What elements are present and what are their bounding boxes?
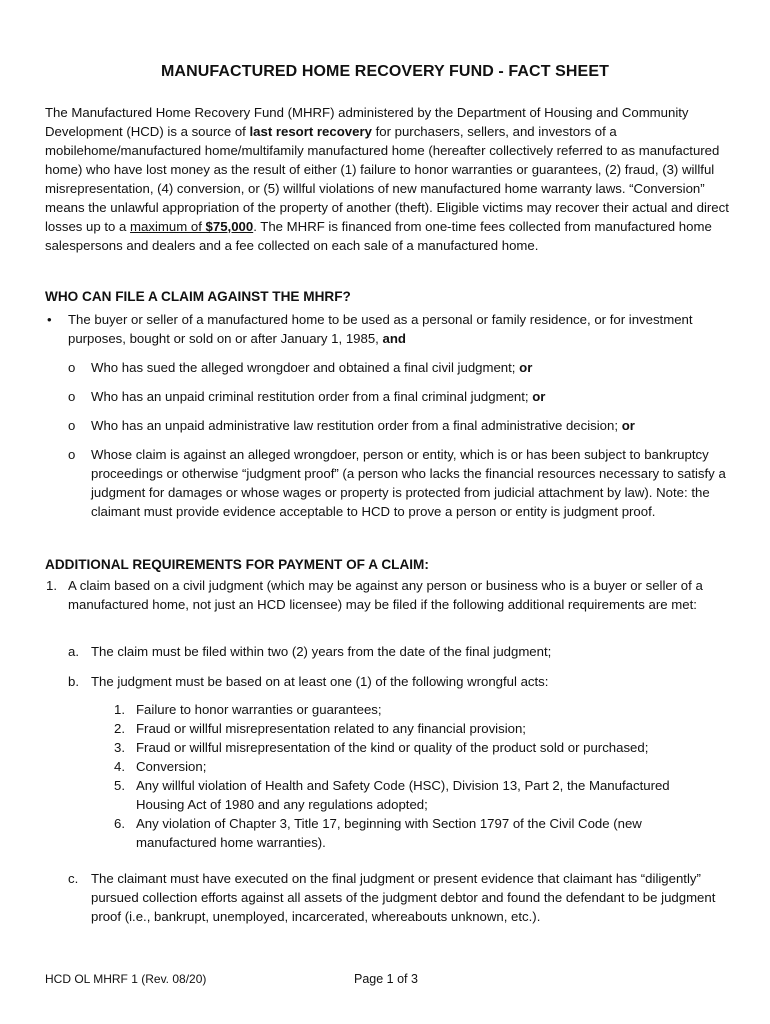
section-heading-additional-requirements: ADDITIONAL REQUIREMENTS FOR PAYMENT OF A CLAIM: [45,557,429,572]
sub-item-1-text: Who has sued the alleged wrongdoer and obtained a final civil judgment; [91,360,520,375]
bullet-text: The buyer or seller of a manufactured home to be used as a personal or family residence, or for investment purposes, bought or sold on or after January 1, 1985, [68,312,693,346]
act-3-text: Fraud or willful misrepresentation of the kind or quality of the product sold or purchased; [136,740,649,755]
sub-item-1-conj: or [519,360,533,375]
act-5-num: 5. [114,778,125,793]
sub-marker-2: o [68,389,76,404]
sub-marker-3: o [68,418,76,433]
intro-bold-last-resort: last resort recovery [249,124,372,139]
footer-form-id: HCD OL MHRF 1 (Rev. 08/20) [45,972,207,986]
sub-marker-1: o [68,360,76,375]
act-1-text: Failure to honor warranties or guarantees; [136,702,382,717]
intro-text-2: for purchasers, sellers, and investors of a mobilehome/manufactured home/multifamily manufactured home (hereafter collectively referred to as manufactured home) who have lost money as the result of either (1) failure to honor warranties or guarantees, (2) fraud, (3) willful misrepresentation, (4) conversion, or (5) willful violations of new manufactured home warranty laws. “Conversion” means the unlawful appropriation of the property of another (theft). Eligible victims may recover their actual and direct losses up to a [45,124,729,234]
item-b-text: The judgment must be based on at least one (1) of the following wrongful acts: [91,674,549,689]
item-a-text: The claim must be filed within two (2) years from the date of the final judgment; [91,644,552,659]
item-c-marker: c. [68,871,79,886]
footer-page-number: Page 1 of 3 [354,972,418,986]
act-4-text: Conversion; [136,759,207,774]
intro-paragraph [45,103,735,255]
bullet-and: and [382,331,406,346]
act-3-num: 3. [114,740,125,755]
sub-item-3-conj: or [621,418,635,433]
intro-text-1: The Manufactured Home Recovery Fund (MHRF) administered by the Department of Housing and Community Development (HCD) is a source of [45,105,689,139]
bullet-item [68,310,732,348]
sub-item-1 [91,358,731,377]
sub-item-2-text: Who has an unpaid criminal restitution order from a final criminal judgment; [91,389,533,404]
act-1-num: 1. [114,702,125,717]
sub-item-4 [91,445,727,521]
intro-text-3: . The MHRF is financed from one-time fees collected from manufactured home salespersons and dealers and a fee collected on each sale of a manufactured home. [45,219,712,253]
item-1-marker: 1. [46,578,57,593]
sub-item-4-text: Whose claim is against an alleged wrongdoer, person or entity, which is or has been subject to bankruptcy proceedings or otherwise “judgment proof” (a person who lacks the financial resources necessary to satisfy a judgment for damages or whose wages or property is protected from judicial attachment by law). Note: the claimant must provide evidence acceptable to HCD to prove a person or entity is judgment proof. [91,447,726,519]
act-6-num: 6. [114,816,125,831]
section-heading-who-can-file: WHO CAN FILE A CLAIM AGAINST THE MHRF? [45,289,351,304]
sub-item-2 [91,387,731,406]
bullet-marker: • [47,312,52,327]
page-title: MANUFACTURED HOME RECOVERY FUND - FACT SHEET [161,63,609,80]
item-1-text: A claim based on a civil judgment (which may be against any person or business who is a buyer or seller of a manufactured home, not just an HCD licensee) may be filed if the following additional requirements are met: [68,578,703,612]
sub-marker-4: o [68,447,76,462]
item-c-text: The claimant must have executed on the final judgment or present evidence that claimant has “diligently” pursued collection efforts against all assets of the judgment debtor and found the defendant to be judgment proof (i.e., bankrupt, unemployed, incarcerated, whereabouts unknown, etc.). [91,871,716,924]
act-2-text: Fraud or willful misrepresentation related to any financial provision; [136,721,526,736]
sub-item-2-conj: or [532,389,546,404]
intro-max-amount: $75,000 [205,219,254,234]
act-4-num: 4. [114,759,125,774]
sub-item-3-text: Who has an unpaid administrative law restitution order from a final administrative decision; [91,418,622,433]
sub-item-3 [91,416,731,435]
item-b-marker: b. [68,674,79,689]
intro-max-label: maximum of [130,219,206,234]
act-2-num: 2. [114,721,125,736]
act-5-text: Any willful violation of Health and Safety Code (HSC), Division 13, Part 2, the Manufactured Housing Act of 1980 and any regulations adopted; [136,778,670,812]
act-6-text: Any violation of Chapter 3, Title 17, beginning with Section 1797 of the Civil Code (new manufactured home warranties). [136,816,642,850]
item-a-marker: a. [68,644,79,659]
